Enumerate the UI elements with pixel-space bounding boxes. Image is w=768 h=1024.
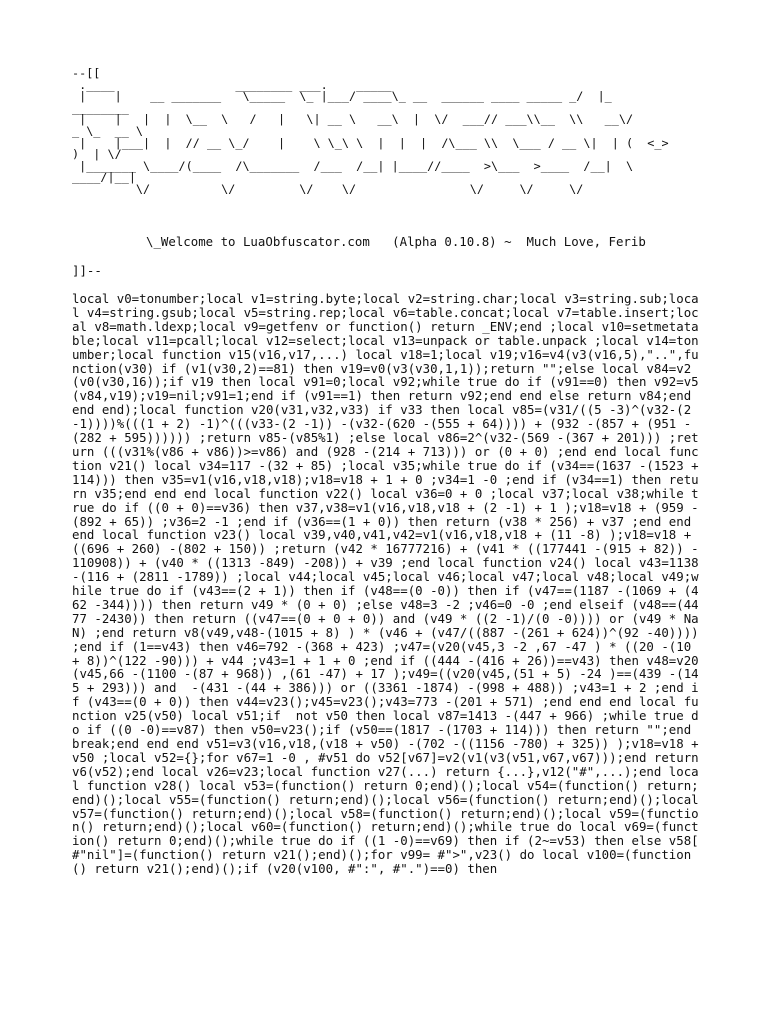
ascii-banner-comment: --[[ .____ ________ ___. _____ | | __ _______ \_____ \_ |___/ ____\_ __ ______ ____ _____ _/ |_ ________ | | | | \__ \ / | \| __ \ __\ | \/ ___// ___\\__ \\ __\/ _ \_ __ \ | |___| | // __ \_/ | \ \_\ \ | | | /\___ \\ \___ / __ \| | ( <_> ) | \/ |_______ \____/(____ /\_______ /___ /__| |____//____ >\___ >____ /__| \ ____/|__| \/ \/ \/ \/ \/ \/ \/ [72,66,669,196]
welcome-line: \_Welcome to LuaObfuscator.com (Alpha 0.10.8) ~ Much Love, Ferib [146,234,646,249]
comment-close: ]]-- [72,263,102,278]
obfuscated-lua-code: local v0=tonumber;local v1=string.byte;local v2=string.char;local v3=string.sub;local v4=string.gsub;local v5=string.rep;local v6=table.concat;local v7=table.insert;local v8=math.ldexp;local v9=getfenv or function() return _ENV;end ;local v10=setmetatable;local v11=pcall;local v12=select;local v13=unpack or table.unpack ;local v14=tonumber;local function v15(v16,v17,...) local v18=1;local v19;v16=v4(v3(v16,5),"..",function(v30) if (v1(v30,2)==81) then v19=v0(v3(v30,1,1));return "";else local v84=v2(v0(v30,16));if v19 then local v91=0;local v92;while true do if (v91==0) then v92=v5(v84,v19);v19=nil;v91=1;end if (v91==1) then return v92;end end else return v84;end end end);local function v20(v31,v32,v33) if v33 then local v85=(v31/((5 -3)^(v32-(2 -1))))%(((1 + 2) -1)^(((v33-(2 -1)) -(v32-(620 -(555 + 64)))) + (932 -(857 + (951 -(282 + 595)))))) ;return v85-(v85%1) ;else local v86=2^(v32-(569 -(367 + 201))) ;return (((v31%(v86 + v86))>=v86) and (928 -(214 + 713))) or (0 + 0) ;end end local function v21() local v34=117 -(32 + 85) ;local v35;while true do if (v34==(1637 -(1523 + 114))) then v35=v1(v16,v18,v18);v18=v18 + 1 + 0 ;v34=1 -0 ;end if (v34==1) then return v35;end end end local function v22() local v36=0 + 0 ;local v37;local v38;while true do if ((0 + 0)==v36) then v37,v38=v1(v16,v18,v18 + (2 -1) + 1 );v18=v18 + (959 -(892 + 65)) ;v36=2 -1 ;end if (v36==(1 + 0)) then return (v38 * 256) + v37 ;end end end local function v23() local v39,v40,v41,v42=v1(v16,v18,v18 + (11 -8) );v18=v18 + ((696 + 260) -(802 + 150)) ;return (v42 * 16777216) + (v41 * ((177441 -(915 + 82)) -110908)) + (v40 * ((1313 -849) -208)) + v39 ;end local function v24() local v43=1138 -(116 + (2811 -1789)) ;local v44;local v45;local v46;local v47;local v48;local v49;while true do if (v43==(2 + 1)) then if (v48==(0 -0)) then if (v47==(1187 -(1069 + (462 -344)))) then return v49 * (0 + 0) ;else v48=3 -2 ;v46=0 -0 ;end elseif (v48==(4477 -2430)) then return ((v47==(0 + 0 + 0)) and (v49 * ((2 -1)/(0 -0)))) or (v49 * NaN) ;end return v8(v49,v48-(1015 + 8) ) * (v46 + (v47/((887 -(261 + 624))^(92 -40)))) ;end if (1==v43) then v46=792 -(368 + 423) ;v47=(v20(v45,3 -2 ,67 -47 ) * ((20 -(10 + 8))^(122 -90))) + v44 ;v43=1 + 1 + 0 ;end if ((444 -(416 + 26))==v43) then v48=v20(v45,66 -(1100 -(87 + 968)) ,(61 -47) + 17 );v49=((v20(v45,(51 + 5) -24 )==(439 -(145 + 293))) and -(431 -(44 + 386))) or ((3361 -1874) -(998 + 488)) ;v43=1 + 2 ;end if (v43==(0 + 0)) then v44=v23();v45=v23();v43=773 -(201 + 571) ;end end end local function v25(v50) local v51;if not v50 then local v87=1413 -(447 + 966) ;while true do if ((0 -0)==v87) then v50=v23();if (v50==(1817 -(1703 + 114))) then return "";end break;end end end v51=v3(v16,v18,(v18 + v50) -(702 -((1156 -780) + 325)) );v18=v18 + v50 ;local v52={};for v67=1 -0 , #v51 do v52[v67]=v2(v1(v3(v51,v67,v67)));end return v6(v52);end local v26=v23;local function v27(...) return {...},v12("#",...);end local function v28() local v53=(function() return 0;end)();local v54=(function() return;end)();local v55=(function() return;end)();local v56=(function() return;end)();local v57=(function() return;end)();local v58=(function() return;end)();local v59=(function() return;end)();local v60=(function() return;end)();while true do local v69=(function() return 0;end)();while true do if ((1 -0)==v69) then if (2~=v53) then else v58[ #"nil"]=(function() return v21();end)();for v99= #">",v23() do local v100=(function() return v21();end)();if (v20(v100, #":", #".")==0) then [72,291,707,877]
